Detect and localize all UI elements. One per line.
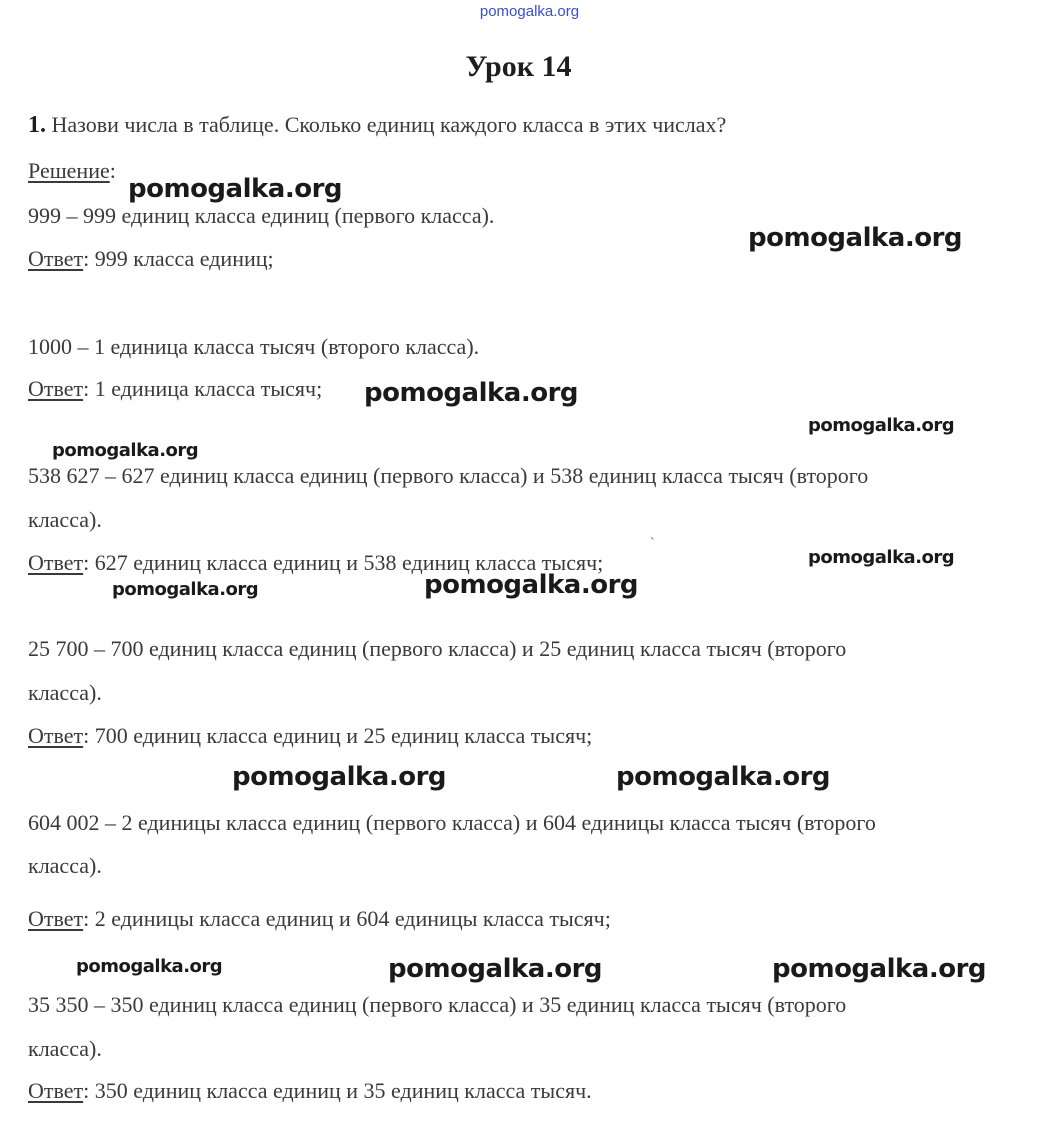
watermark: pomogalka.org bbox=[364, 378, 579, 408]
watermark: pomogalka.org bbox=[112, 579, 259, 600]
site-header-link[interactable]: pomogalka.org bbox=[479, 3, 580, 20]
task-number: 1. bbox=[28, 112, 46, 138]
answer-text: : 350 единиц класса единиц и 35 единиц класса тысяч. bbox=[83, 1078, 592, 1103]
watermark: pomogalka.org bbox=[772, 954, 987, 984]
solution-line: 1000 – 1 единица класса тысяч (второго класса). bbox=[28, 334, 480, 359]
answer-label: Ответ bbox=[28, 550, 84, 575]
solution-line: 538 627 – 627 единиц класса единиц (первого класса) и 538 единиц класса тысяч (второго bbox=[28, 463, 869, 488]
stray-mark: ` bbox=[650, 536, 655, 551]
answer-line bbox=[28, 723, 592, 749]
answer-line bbox=[28, 376, 322, 402]
watermark: pomogalka.org bbox=[388, 954, 603, 984]
solution-heading: Решение: bbox=[28, 158, 116, 183]
watermark: pomogalka.org bbox=[76, 956, 223, 977]
answer-label: Ответ bbox=[28, 376, 84, 401]
solution-line: 25 700 – 700 единиц класса единиц (первого класса) и 25 единиц класса тысяч (второго bbox=[28, 636, 847, 661]
answer-text: : 2 единицы класса единиц и 604 единицы класса тысяч; bbox=[83, 906, 611, 931]
answer-text: : 700 единиц класса единиц и 25 единиц класса тысяч; bbox=[83, 723, 593, 748]
solution-line: 604 002 – 2 единицы класса единиц (первого класса) и 604 единицы класса тысяч (второго bbox=[28, 810, 876, 835]
answer-line bbox=[28, 1078, 592, 1104]
solution-line: 35 350 – 350 единиц класса единиц (первого класса) и 35 единиц класса тысяч (второго bbox=[28, 992, 847, 1017]
answer-text: : 627 единиц класса единиц и 538 единиц класса тысяч; bbox=[83, 550, 604, 575]
answer-label: Ответ bbox=[28, 723, 84, 748]
solution-line-cont: класса). bbox=[28, 853, 102, 878]
answer-label: Ответ bbox=[28, 906, 84, 931]
answer-text: : 1 единица класса тысяч; bbox=[83, 376, 323, 401]
watermark: pomogalka.org bbox=[128, 174, 343, 204]
watermark: pomogalka.org bbox=[748, 223, 963, 253]
answer-line bbox=[28, 246, 274, 272]
page-title: Урок 14 bbox=[465, 50, 572, 83]
watermark: pomogalka.org bbox=[424, 570, 639, 600]
task-question-text: Назови числа в таблице. Сколько единиц каждого класса в этих числах? bbox=[51, 112, 727, 137]
answer-line bbox=[28, 906, 611, 932]
watermark: pomogalka.org bbox=[616, 762, 831, 792]
watermark: pomogalka.org bbox=[52, 440, 199, 461]
watermark: pomogalka.org bbox=[232, 762, 447, 792]
solution-line-cont: класса). bbox=[28, 680, 102, 705]
task-question bbox=[28, 112, 726, 139]
solution-label: Решение bbox=[28, 158, 110, 183]
answer-label: Ответ bbox=[28, 246, 84, 271]
answer-text: : 999 класса единиц; bbox=[83, 246, 274, 271]
answer-label: Ответ bbox=[28, 1078, 84, 1103]
solution-line: 999 – 999 единиц класса единиц (первого класса). bbox=[28, 203, 495, 228]
watermark: pomogalka.org bbox=[808, 415, 955, 436]
solution-line-cont: класса). bbox=[28, 1036, 102, 1061]
solution-line-cont: класса). bbox=[28, 507, 102, 532]
watermark: pomogalka.org bbox=[808, 547, 955, 568]
